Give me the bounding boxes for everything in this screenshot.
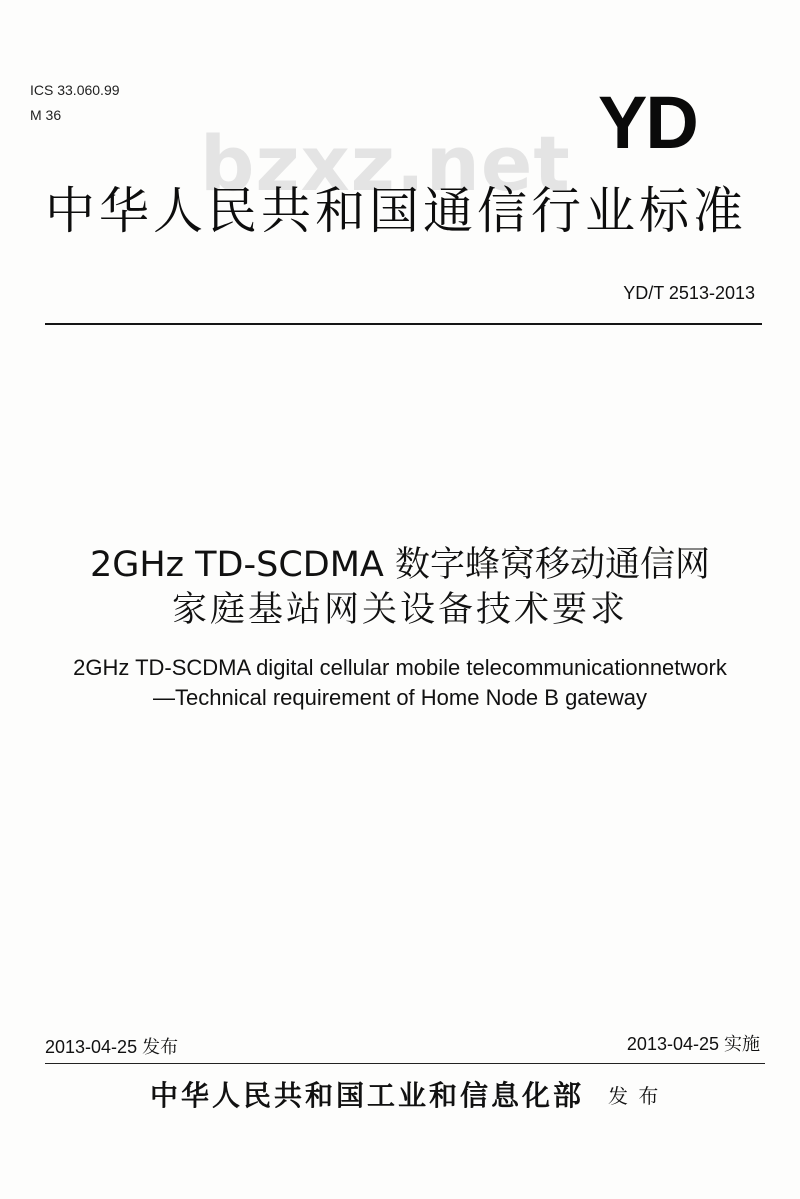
classification-code: M 36 xyxy=(30,107,62,123)
watermark: bzxz.net xyxy=(200,119,571,208)
publish-date: 2013-04-25 发布 xyxy=(45,1037,179,1057)
implement-date: 2013-04-25 实施 xyxy=(626,1034,760,1054)
footer-divider xyxy=(45,1063,765,1064)
standard-number: YD/T 2513-2013 xyxy=(623,283,755,303)
publisher-suffix: 发 布 xyxy=(608,1084,661,1108)
title-en-line2: —Technical requirement of Home Node B gateway xyxy=(152,685,648,710)
publisher-name: 中华人民共和国工业和信息化部 xyxy=(150,1079,585,1112)
ics-code: ICS 33.060.99 xyxy=(30,82,120,98)
yd-logo: YD xyxy=(598,81,697,164)
header-divider xyxy=(45,323,762,325)
issuer-title: 中华人民共和国通信行业标准 xyxy=(45,182,747,240)
title-zh-line1: 2GHz TD-SCDMA 数字蜂窝移动通信网 xyxy=(89,545,711,585)
title-en-line1: 2GHz TD-SCDMA digital cellular mobile telecommunicationnetwork xyxy=(73,655,727,680)
title-zh-line2: 家庭基站网关设备技术要求 xyxy=(171,590,628,630)
